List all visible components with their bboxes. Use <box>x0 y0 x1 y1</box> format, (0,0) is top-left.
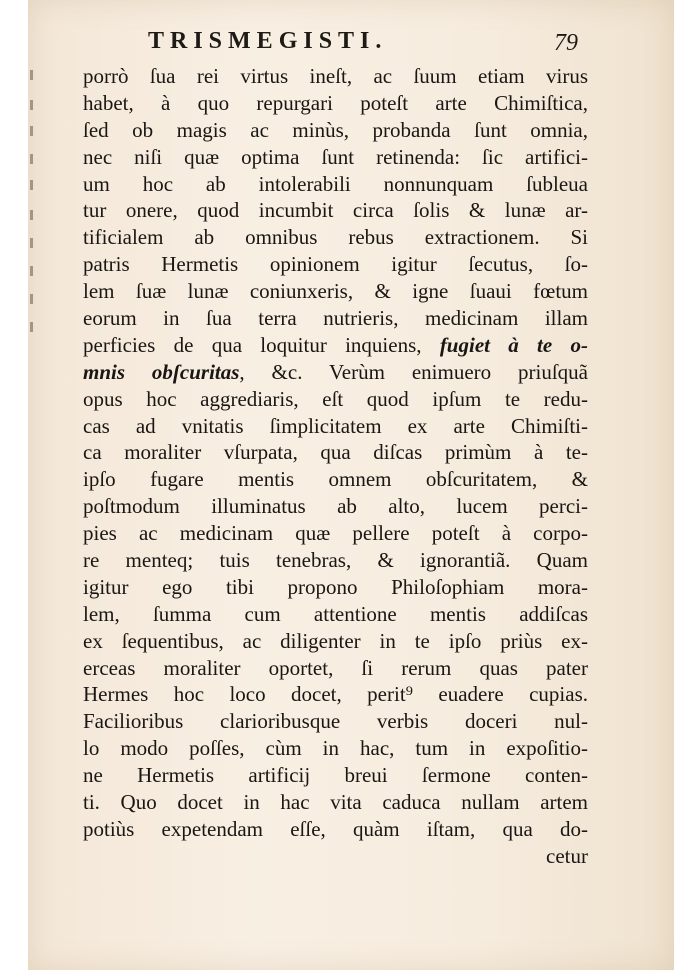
page-header <box>148 28 578 58</box>
text-line: poſtmodum illuminatus ab alto, lucem perci- <box>83 494 588 519</box>
text-line: lem, ſumma cum attentione mentis addiſcas <box>83 601 588 626</box>
text-line: tur onere, quod incumbit circa ſolis & lunæ ar- <box>83 198 588 223</box>
text-line: ne Hermetis artificij breui ſermone conten- <box>83 763 588 788</box>
text-line: tificialem ab omnibus rebus extractionem. Si <box>83 225 588 250</box>
text-fragment: , &c. Verùm enimuero priuſquã <box>239 359 588 384</box>
text-line: igitur ego tibi propono Philoſophiam mora- <box>83 574 588 599</box>
text-line: re menteq; tuis tenebras, & ignorantiã. Quam <box>83 548 588 573</box>
text-line-mixed <box>83 359 588 386</box>
text-line: cas ad vnitatis ſimplicitatem ex arte Chimiſti- <box>83 413 588 438</box>
text-line: Facilioribus clarioribusque verbis doceri nul- <box>83 709 588 734</box>
page-number: 79 <box>554 30 578 56</box>
text-line: Hermes hoc loco docet, perit⁹ euadere cupias. <box>83 682 588 707</box>
running-title: TRISMEGISTI. <box>148 28 388 54</box>
text-line: um hoc ab intolerabili nonnunquam ſubleua <box>83 171 588 196</box>
italic-fragment: fugiet à te o- <box>439 332 588 357</box>
text-line: pies ac medicinam quæ pellere poteſt à corpo- <box>83 521 588 546</box>
body-text <box>83 63 588 870</box>
text-line: ipſo fugare mentis omnem obſcuritatem, & <box>83 467 588 492</box>
text-line: porrò ſua rei virtus ineſt, ac ſuum etiam virus <box>83 64 588 88</box>
text-line: ſed ob magis ac minùs, probanda ſunt omnia, <box>83 117 588 142</box>
text-line: ca moraliter vſurpata, qua diſcas primùm à te- <box>83 440 588 465</box>
text-line-mixed <box>83 332 588 359</box>
text-line: ex ſequentibus, ac diligenter in te ipſo priùs ex- <box>83 628 588 653</box>
text-line: nec niſi quæ optima ſunt retinenda: ſic artifici- <box>83 144 588 169</box>
text-line: opus hoc aggrediaris, eſt quod ipſum te redu- <box>83 386 588 411</box>
text-line: lem ſuæ lunæ coniunxeris, & igne ſuaui fœtum <box>83 279 588 304</box>
gutter-marks <box>28 60 40 360</box>
text-line: erceas moraliter oportet, ſi rerum quas pater <box>83 655 588 680</box>
catchword: cetur <box>546 843 588 868</box>
book-page <box>28 0 674 970</box>
text-line: potiùs expetendam eſſe, quàm iſtam, qua do- <box>83 816 588 841</box>
text-line: ti. Quo docet in hac vita caduca nullam artem <box>83 790 588 815</box>
text-line: eorum in ſua terra nutrieris, medicinam illam <box>83 306 588 331</box>
text-line: patris Hermetis opinionem igitur ſecutus, ſo- <box>83 252 588 277</box>
text-line: habet, à quo repurgari poteſt arte Chimiſtica, <box>83 90 588 115</box>
text-line: lo modo poſſes, cùm in hac, tum in expoſitio- <box>83 736 588 761</box>
italic-fragment: mnis obſcuritas <box>83 359 240 384</box>
text-fragment: perficies de qua loquitur inquiens, <box>83 332 440 357</box>
